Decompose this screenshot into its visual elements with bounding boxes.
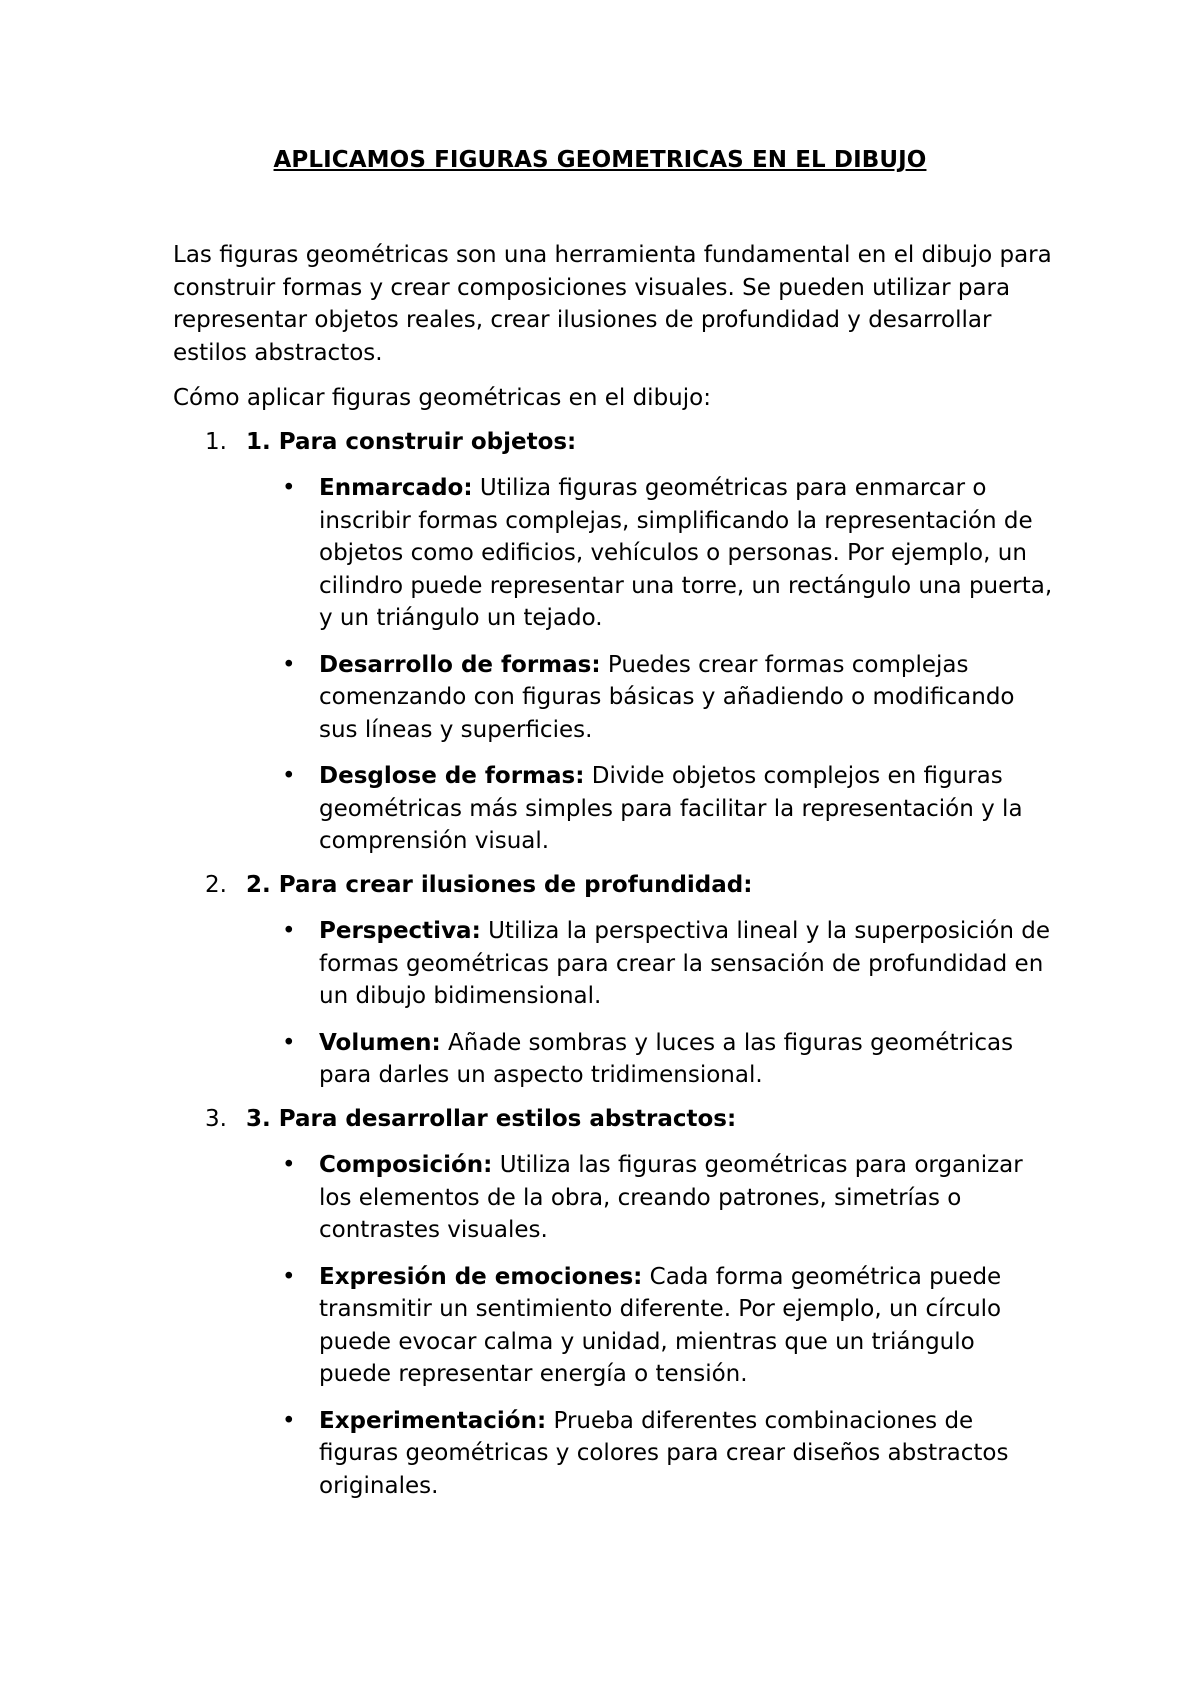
item-lead: Experimentación: [319, 1407, 547, 1434]
item-lead: Perspectiva: [319, 918, 481, 944]
list-item [173, 472, 1053, 635]
item-lead: Enmarcado: [319, 475, 473, 501]
list-item [173, 915, 1053, 1013]
section-number: 1. [205, 428, 227, 455]
section-heading [173, 869, 1053, 902]
section-heading [173, 1103, 1053, 1136]
bullet-icon: • [282, 475, 296, 501]
how-to-paragraph: Cómo aplicar figuras geométricas en el dibujo: [173, 385, 711, 411]
item-lead: Composición: [319, 1152, 493, 1178]
list-item [173, 1405, 1053, 1503]
intro-paragraph: Las figuras geométricas son una herramienta fundamental en el dibujo para construir formas y crear composiciones visuales. Se pueden utilizar para representar objetos reales, crear ilusiones de profundidad y desarrollar estilos abstractos. [173, 242, 1052, 366]
list-item [173, 1027, 1053, 1092]
item-text: Utiliza figuras geométricas para enmarcar o inscribir formas complejas, simplificando la representación de objetos como edificios, vehículos o personas. Por ejemplo, un cilindro puede representar una torre, un rectángulo una puerta, y un triángulo un tejado. [319, 475, 1053, 631]
section-heading [173, 426, 1053, 459]
section-estilos-abstractos [173, 1103, 1053, 1503]
list-item [173, 760, 1053, 858]
item-lead: Desarrollo de formas: [319, 651, 601, 678]
bullet-icon: • [282, 651, 296, 678]
item-lead: Expresión de emociones: [319, 1263, 643, 1290]
bullet-icon: • [282, 1407, 296, 1434]
section-heading-text: 2. Para crear ilusiones de profundidad: [246, 871, 753, 898]
section-heading-text: 3. Para desarrollar estilos abstractos: [246, 1105, 737, 1132]
item-text: Cada forma geométrica puede transmitir un sentimiento diferente. Por ejemplo, un círculo puede evocar calma y unidad, mientras que un triángulo puede representar energía o tensión. [319, 1263, 1002, 1387]
section-number: 2. [205, 871, 227, 898]
bullet-list [173, 472, 1053, 858]
bullet-icon: • [282, 1263, 296, 1290]
document-body [173, 239, 1053, 1502]
item-text: Prueba diferentes combinaciones de figuras geométricas y colores para crear diseños abstractos originales. [319, 1407, 1009, 1499]
item-text: Utiliza las figuras geométricas para organizar los elementos de la obra, creando patrones, simetrías o contrastes visuales. [319, 1152, 1023, 1243]
section-ilusiones-profundidad [173, 869, 1053, 1092]
item-text: Añade sombras y luces a las figuras geométricas para darles un aspecto tridimensional. [319, 1029, 1014, 1088]
bullet-icon: • [282, 763, 296, 789]
item-lead: Desglose de formas: [319, 763, 585, 789]
section-number: 3. [205, 1105, 227, 1132]
document-title: APLICAMOS FIGURAS GEOMETRICAS EN EL DIBUJO [273, 147, 927, 173]
bullet-list [173, 1149, 1053, 1502]
item-lead: Volumen: [319, 1029, 441, 1056]
section-heading-text: 1. Para construir objetos: [246, 428, 577, 455]
bullet-icon: • [282, 1152, 296, 1178]
list-item [173, 1261, 1053, 1391]
item-text: Utiliza la perspectiva lineal y la superposición de formas geométricas para crear la sensación de profundidad en un dibujo bidimensional. [319, 918, 1050, 1009]
list-item [173, 1149, 1053, 1247]
item-text: Divide objetos complejos en figuras geométricas más simples para facilitar la representación y la comprensión visual. [319, 763, 1023, 854]
list-item [173, 649, 1053, 747]
bullet-icon: • [282, 1029, 296, 1056]
section-construir-objetos [173, 426, 1053, 858]
item-text: Puedes crear formas complejas comenzando con figuras básicas y añadiendo o modificando sus líneas y superficies. [319, 651, 1015, 743]
bullet-icon: • [282, 918, 296, 944]
bullet-list [173, 915, 1053, 1092]
